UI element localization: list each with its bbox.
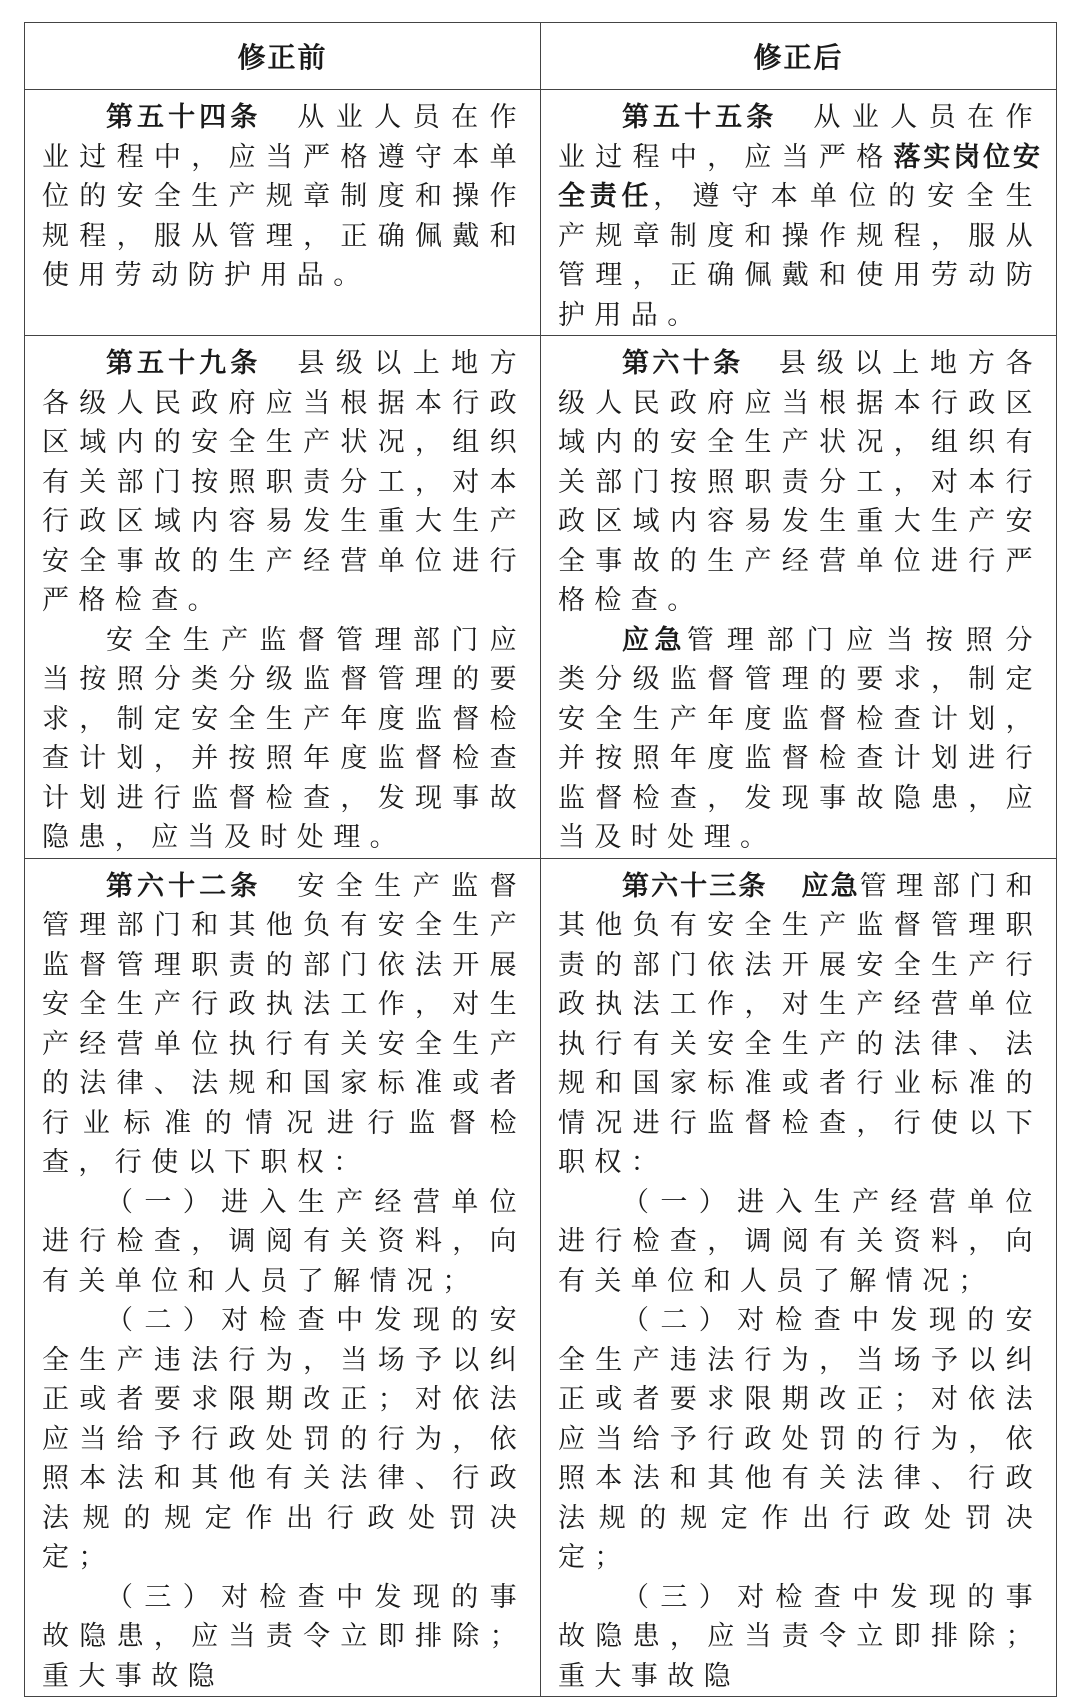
table-row bbox=[25, 858, 1057, 1697]
bold-text: 应急 bbox=[801, 870, 860, 902]
clause-paragraph bbox=[558, 1301, 1042, 1578]
clause-text: 县级以上地方各级人民政府应当根据本行政区域内的安全生产状况，组织有关部门按照职责分工，对本行政区域内容易发生重大生产安全事故的生产经营单位进行严格检查。 bbox=[558, 348, 1042, 616]
clause-text: ，遵守本单位的安全生产规章制度和操作规程，服从管理，正确佩戴和使用劳动防护用品。 bbox=[558, 181, 1042, 331]
clause-text: （二）对检查中发现的安全生产违法行为，当场予以纠正或者要求限期改正；对依法应当给予行政处罚的行为，依照本法和其他有关法律、行政法规的规定作出行政处罚决定； bbox=[42, 1305, 526, 1573]
bold-text: 第六十条 bbox=[622, 348, 744, 379]
cell-before bbox=[25, 336, 541, 859]
clause-paragraph bbox=[42, 1183, 526, 1302]
clause-paragraph bbox=[558, 867, 1042, 1183]
clause-text: 管理部门应当按照分类分级监督管理的要求，制定安全生产年度监督检查计划，并按照年度监督检查计划进行监督检查，发现事故隐患，应当及时处理。 bbox=[558, 624, 1043, 853]
table-row bbox=[25, 90, 1057, 336]
clause-paragraph bbox=[558, 344, 1042, 621]
header-row bbox=[25, 23, 1057, 90]
clause-text: 从业人员在作业过程中，应当严格遵守本单位的安全生产规章制度和操作规程，服从管理，正确佩戴和使用劳动防护用品。 bbox=[42, 102, 527, 291]
bold-text: 第六十二条 bbox=[106, 870, 262, 902]
clause-paragraph bbox=[558, 1183, 1042, 1302]
clause-text: 从业人员在作业过程中，应当严格 bbox=[558, 102, 1043, 173]
clause-paragraph bbox=[558, 1578, 1042, 1697]
bold-text: 第五十九条 bbox=[106, 348, 262, 379]
clause-text: （一）进入生产经营单位进行检查，调阅有关资料，向有关单位和人员了解情况； bbox=[558, 1186, 1042, 1297]
clause-text: （三）对检查中发现的事故隐患，应当责令立即排除；重大事故隐 bbox=[42, 1581, 526, 1692]
bold-text: 落实岗位安全责任 bbox=[558, 141, 1043, 212]
bold-text: 应急 bbox=[622, 624, 687, 656]
clause-text: （一）进入生产经营单位进行检查，调阅有关资料，向有关单位和人员了解情况； bbox=[42, 1186, 526, 1297]
bold-text: 第六十三条 bbox=[622, 870, 768, 902]
clause-paragraph bbox=[42, 1301, 526, 1578]
clause-paragraph bbox=[42, 344, 526, 621]
cell-before bbox=[25, 90, 541, 336]
clause-paragraph bbox=[42, 867, 526, 1183]
clause-paragraph bbox=[42, 98, 526, 296]
clause-paragraph bbox=[558, 98, 1042, 335]
table-row bbox=[25, 336, 1057, 859]
clause-paragraph bbox=[42, 621, 526, 858]
column-header-after: 修正后 bbox=[541, 23, 1057, 90]
clause-text: （三）对检查中发现的事故隐患，应当责令立即排除；重大事故隐 bbox=[558, 1581, 1042, 1692]
comparison-table bbox=[24, 22, 1057, 1697]
cell-after bbox=[541, 336, 1057, 859]
cell-after bbox=[541, 90, 1057, 336]
cell-after bbox=[541, 858, 1057, 1697]
clause-text: 安全生产监督管理部门应当按照分类分级监督管理的要求，制定安全生产年度监督检查计划，并按照年度监督检查计划进行监督检查，发现事故隐患，应当及时处理。 bbox=[42, 624, 526, 853]
bold-text: 第五十五条 bbox=[622, 102, 778, 133]
clause-text: （二）对检查中发现的安全生产违法行为，当场予以纠正或者要求限期改正；对依法应当给予行政处罚的行为，依照本法和其他有关法律、行政法规的规定作出行政处罚决定； bbox=[558, 1305, 1042, 1573]
clause-paragraph bbox=[42, 1578, 526, 1697]
clause-text: 管理部门和其他负有安全生产监督管理职责的部门依法开展安全生产行政执法工作，对生产经营单位执行有关安全生产的法律、法规和国家标准或者行业标准的情况进行监督检查，行使以下职权： bbox=[558, 870, 1043, 1178]
clause-paragraph bbox=[558, 621, 1042, 858]
clause-text: 安全生产监督管理部门和其他负有安全生产监督管理职责的部门依法开展安全生产行政执法工作，对生产经营单位执行有关安全生产的法律、法规和国家标准或者行业标准的情况进行监督检查，行使以下职权： bbox=[42, 870, 527, 1178]
column-header-before: 修正前 bbox=[25, 23, 541, 90]
cell-before bbox=[25, 858, 541, 1697]
clause-text: 县级以上地方各级人民政府应当根据本行政区域内的安全生产状况，组织有关部门按照职责分工，对本行政区域内容易发生重大生产安全事故的生产经营单位进行严格检查。 bbox=[42, 348, 527, 616]
bold-text: 第五十四条 bbox=[106, 102, 262, 133]
